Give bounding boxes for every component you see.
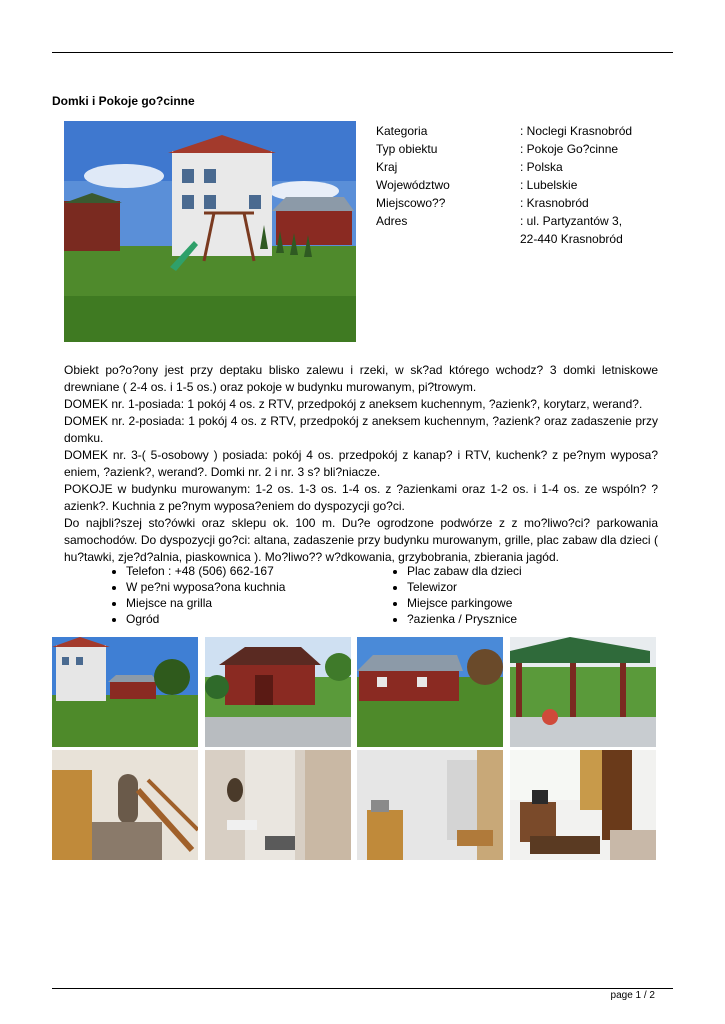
description-paragraph: POKOJE w budynku murowanym: 1-2 os. 1-3 os. 1-4 os. z ?azienkami oraz 1-2 os. i 1-4 os. ze wspóln? ?azienk?. Kuchnia z pe?nym wyposa?eniem do dyspozycji go?ci. bbox=[64, 482, 658, 513]
header-rule bbox=[52, 52, 673, 53]
description-paragraph: Obiekt po?o?ony jest przy deptaku blisko zalewu i rzeki, w sk?ad którego wchodz? 3 domki letniskowe drewniane ( 2-4 os. i 1-5 os.) oraz pokoje w budynku murowanym, pi?trowym. bbox=[64, 363, 658, 394]
gallery-photo-kitchen bbox=[357, 750, 503, 860]
detail-label: Województwo bbox=[376, 178, 450, 192]
detail-row-country bbox=[376, 158, 632, 176]
detail-value: : Polska bbox=[520, 160, 563, 174]
gallery-photo-cabins bbox=[357, 637, 503, 747]
detail-label: Typ obiektu bbox=[376, 142, 438, 156]
feature-item: • Miejsce parkingowe bbox=[407, 595, 522, 611]
feature-item: • Plac zabaw dla dzieci bbox=[407, 563, 522, 579]
description bbox=[64, 362, 658, 566]
main-photo bbox=[64, 121, 356, 342]
detail-value: : ul. Partyzantów 3, 22-440 Krasnobród bbox=[520, 214, 623, 246]
detail-row-category bbox=[376, 122, 632, 140]
description-paragraph: DOMEK nr. 2-posiada: 1 pokój 4 os. z RTV, przedpokój z aneksem kuchennym, ?azienk? oraz zadaszenie przy domku. bbox=[64, 414, 658, 445]
features-list-right bbox=[387, 563, 522, 627]
gallery-photo-bathroom bbox=[205, 750, 351, 860]
detail-row-type bbox=[376, 140, 632, 158]
gallery-photo-room bbox=[510, 750, 656, 860]
detail-value: : Krasnobród bbox=[520, 196, 589, 210]
gallery-photo-cabin-front bbox=[205, 637, 351, 747]
detail-label: Kraj bbox=[376, 160, 398, 174]
description-paragraph: DOMEK nr. 3-( 5-osobowy ) posiada: pokój 4 os. przedpokój z kanap? i RTV, kuchenk? z pe?nym wyposa?eniem, ?azienk?, werand?. Domki nr. 2 i nr. 3 s? bli?niacze. bbox=[64, 448, 658, 479]
detail-value: : Noclegi Krasnobród bbox=[520, 124, 633, 138]
detail-row-address bbox=[376, 212, 632, 248]
feature-item: • Telewizor bbox=[407, 579, 522, 595]
detail-label: Adres bbox=[376, 214, 408, 228]
features-list-left bbox=[106, 563, 285, 627]
detail-row-region bbox=[376, 176, 632, 194]
detail-row-town bbox=[376, 194, 632, 212]
detail-value: : Lubelskie bbox=[520, 178, 578, 192]
page-title: Domki i Pokoje go?cinne bbox=[52, 94, 195, 108]
property-details bbox=[376, 122, 632, 248]
gallery-photo-gazebo bbox=[510, 637, 656, 747]
feature-item: • Telefon : +48 (506) 662-167 bbox=[126, 563, 285, 579]
gallery-photo-building bbox=[52, 637, 198, 747]
detail-label: Kategoria bbox=[376, 124, 428, 138]
detail-value: : Pokoje Go?cinne bbox=[520, 142, 619, 156]
feature-item: • ?azienka / Prysznice bbox=[407, 611, 522, 627]
gallery-photo-stairs bbox=[52, 750, 198, 860]
feature-item: • Miejsce na grilla bbox=[126, 595, 285, 611]
feature-item: • Ogród bbox=[126, 611, 285, 627]
detail-label: Miejscowo?? bbox=[376, 196, 446, 210]
feature-item: • W pe?ni wyposa?ona kuchnia bbox=[126, 579, 285, 595]
footer-rule bbox=[52, 988, 673, 989]
page-number: page 1 / 2 bbox=[610, 990, 655, 1001]
description-paragraph: Do najbli?szej sto?ówki oraz sklepu ok. 100 m. Du?e ogrodzone podwórze z z mo?liwo?ci? parkowania samochodów. Do dyspozycji go?ci: altana, zadaszenie przy budynku murowanym, grille, plac zabaw dla dzieci ( hu?tawki, zje?d?alnia, piaskownica ). Mo?liwo?? w?dkowania, grzybobrania, zbierania jagód. bbox=[64, 516, 658, 564]
description-paragraph: DOMEK nr. 1-posiada: 1 pokój 4 os. z RTV, przedpokój z aneksem kuchennym, ?azienk?, korytarz, werand?. bbox=[64, 397, 643, 411]
